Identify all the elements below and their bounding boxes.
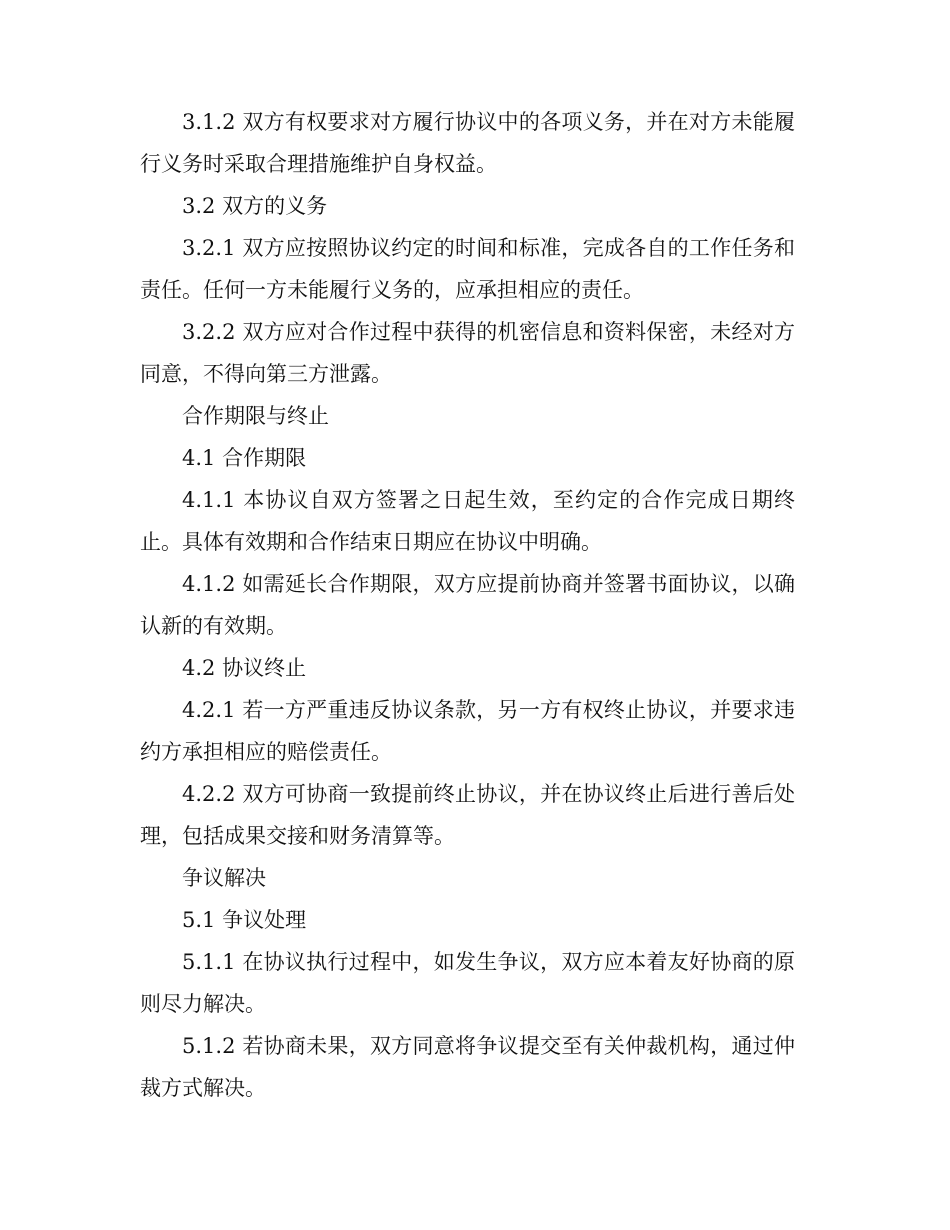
paragraph-4-1-1: 4.1.1 本协议自双方签署之日起生效，至约定的合作完成日期终止。具体有效期和合作结束日期应在协议中明确。 [140,488,795,554]
paragraph-3-2-2: 3.2.2 双方应对合作过程中获得的机密信息和资料保密，未经对方同意，不得向第三方泄露。 [140,320,795,386]
heading-4-1: 4.1 合作期限 [182,446,307,470]
heading-5-1: 5.1 争议处理 [182,908,307,932]
paragraph-4-2-2: 4.2.2 双方可协商一致提前终止协议，并在协议终止后进行善后处理，包括成果交接和财务清算等。 [140,782,795,848]
heading-3-2: 3.2 双方的义务 [182,194,328,218]
paragraph-5-1-1: 5.1.1 在协议执行过程中，如发生争议，双方应本着友好协商的原则尽力解决。 [140,950,795,1016]
paragraph-4-1-2: 4.1.2 如需延长合作期限，双方应提前协商并签署书面协议，以确认新的有效期。 [140,572,795,638]
paragraph-3-1-2: 3.1.2 双方有权要求对方履行协议中的各项义务，并在对方未能履行义务时采取合理措施维护自身权益。 [140,110,795,176]
paragraph-4-2-1: 4.2.1 若一方严重违反协议条款，另一方有权终止协议，并要求违约方承担相应的赔偿责任。 [140,698,795,764]
heading-4-2: 4.2 协议终止 [182,656,307,680]
paragraph-3-2-1: 3.2.1 双方应按照协议约定的时间和标准，完成各自的工作任务和责任。任何一方未能履行义务的，应承担相应的责任。 [140,236,795,302]
section-heading-term: 合作期限与终止 [182,404,329,428]
section-heading-dispute: 争议解决 [182,866,266,890]
paragraph-5-1-2: 5.1.2 若协商未果，双方同意将争议提交至有关仲裁机构，通过仲裁方式解决。 [140,1034,795,1100]
document-body [140,101,795,1109]
